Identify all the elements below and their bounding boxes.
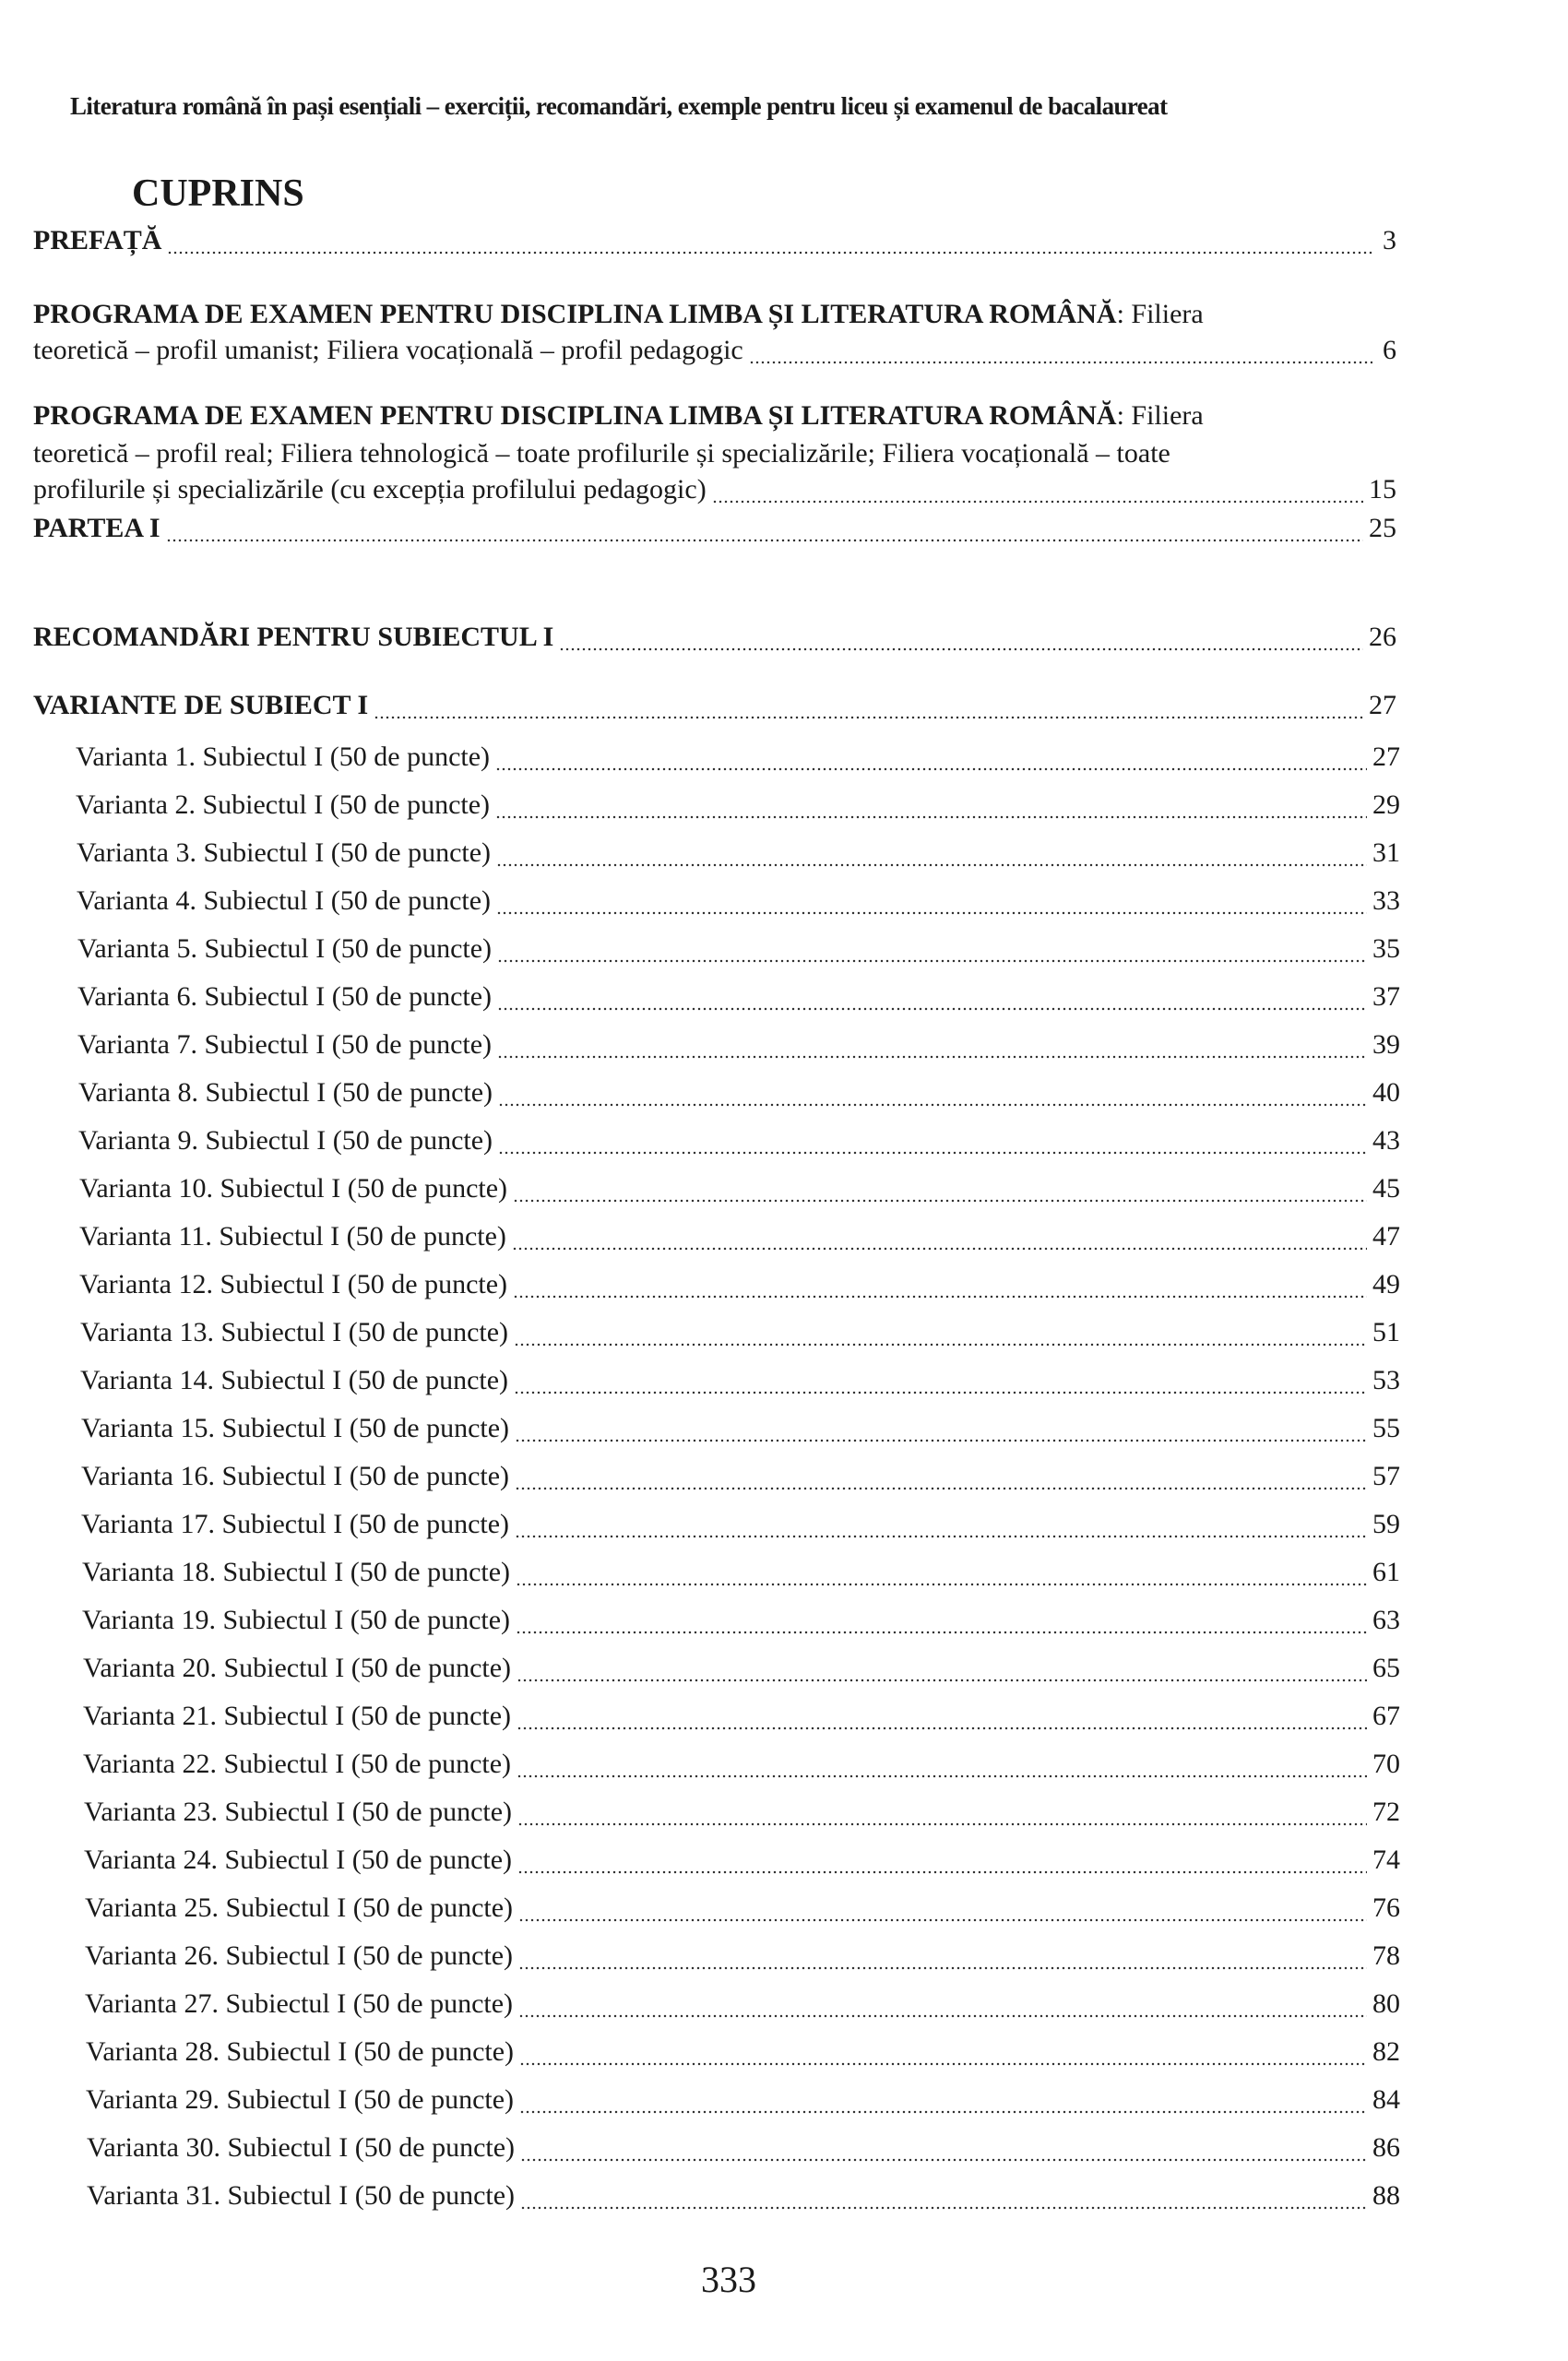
toc-entry-variant[interactable] [77,885,1400,922]
dot-leader [513,1199,1367,1203]
toc-entry-variant[interactable] [79,1221,1400,1258]
entry-page: 49 [1372,1269,1400,1299]
entry-page: 26 [1369,622,1396,652]
dot-leader [520,2158,1367,2162]
entry-page: 82 [1372,2036,1400,2067]
toc-entry-variant[interactable] [77,933,1400,970]
entry-title: Varianta 22. Subiectul I (50 de puncte) [83,1749,512,1779]
entry-page: 84 [1372,2084,1400,2115]
toc-entry-variant[interactable] [78,1125,1400,1162]
entry-page: 43 [1372,1125,1400,1156]
toc-entry-variant[interactable] [76,742,1400,778]
toc-entry-partea-i[interactable] [33,513,1396,550]
dot-leader [495,815,1367,819]
entry-page: 6 [1383,335,1396,365]
entry-page: 61 [1372,1557,1400,1587]
toc-entry-variant[interactable] [80,1317,1400,1354]
entry-title: Varianta 26. Subiectul I (50 de puncte) [85,1940,514,1971]
page-title: CUPRINS [132,172,304,215]
entry-page: 40 [1372,1077,1400,1108]
entry-page: 63 [1372,1605,1400,1635]
entry-title: Varianta 15. Subiectul I (50 de puncte) [81,1413,510,1443]
toc-entry-variant[interactable] [77,837,1400,874]
dot-leader [518,1966,1367,1970]
entry-title: Varianta 10. Subiectul I (50 de puncte) [79,1173,508,1204]
dot-leader [514,1343,1367,1347]
dot-leader [496,863,1367,867]
entry-page: 53 [1372,1365,1400,1395]
entry-title-line2: teoretică – profil real; Filiera tehnologică – toate profilurile și specializările; Filiera vocațională – toate [33,438,1170,469]
toc-entry-variant[interactable] [85,1988,1400,2025]
dot-leader [515,1535,1367,1538]
entry-page: 80 [1372,1988,1400,2019]
entry-title: Varianta 30. Subiectul I (50 de puncte) [87,2132,516,2163]
entry-title-rest: : Filiera [1116,400,1204,431]
entry-page: 47 [1372,1221,1400,1252]
toc-entry-variant[interactable] [77,1029,1400,1066]
running-head: Literatura română în pași esențiali – exerciții, recomandări, exemple pentru liceu și examenul de bacalaureat [70,92,1168,120]
entry-page: 78 [1372,1940,1400,1971]
toc-entry-variant[interactable] [87,2132,1400,2169]
toc-entry-variant[interactable] [80,1365,1400,1402]
entry-title: Varianta 9. Subiectul I (50 de puncte) [78,1125,493,1156]
toc-entry-variante[interactable] [33,690,1396,727]
toc-entry-variant[interactable] [79,1269,1400,1306]
entry-title: Varianta 24. Subiectul I (50 de puncte) [84,1845,513,1875]
entry-page: 15 [1369,474,1396,504]
entry-title: PROGRAMA DE EXAMEN PENTRU DISCIPLINA LIMBA ȘI LITERATURA ROMÂNĂ [33,400,1117,431]
entry-title: Varianta 2. Subiectul I (50 de puncte) [76,789,491,820]
dot-leader [496,911,1367,915]
entry-title: Varianta 25. Subiectul I (50 de puncte) [85,1892,514,1923]
entry-title: PREFAȚĂ [33,225,162,255]
toc-entry-variant[interactable] [83,1653,1400,1690]
entry-page: 27 [1369,690,1396,720]
toc-entry-variant[interactable] [85,1892,1400,1929]
entry-title: Varianta 5. Subiectul I (50 de puncte) [77,933,493,964]
entry-page: 3 [1383,225,1396,255]
dot-leader [374,716,1363,719]
entry-title-line1 [33,299,1204,330]
dot-leader [497,1007,1367,1011]
toc-entry-variant[interactable] [82,1605,1400,1642]
entry-title: Varianta 28. Subiectul I (50 de puncte) [86,2036,515,2067]
entry-title: Varianta 4. Subiectul I (50 de puncte) [77,885,492,916]
dot-leader [516,1631,1367,1634]
toc-entry-programa-umanist-line2[interactable] [33,335,1396,372]
entry-page: 57 [1372,1461,1400,1491]
entry-page: 37 [1372,981,1400,1012]
entry-title: Varianta 27. Subiectul I (50 de puncte) [85,1988,514,2019]
toc-entry-variant[interactable] [81,1413,1400,1450]
dot-leader [515,1487,1367,1490]
entry-page: 35 [1372,933,1400,964]
dot-leader [517,1774,1367,1778]
toc-entry-variant[interactable] [83,1749,1400,1786]
toc-entry-programa-real[interactable] [33,400,1396,437]
entry-page: 25 [1369,513,1396,543]
toc-entry-variant[interactable] [78,1077,1400,1114]
entry-page: 39 [1372,1029,1400,1060]
entry-title: Varianta 31. Subiectul I (50 de puncte) [87,2180,516,2211]
toc-entry-variant[interactable] [86,2036,1400,2073]
entry-page: 88 [1372,2180,1400,2211]
entry-title-rest: : Filiera [1116,299,1204,329]
dot-leader [517,1726,1367,1730]
entry-title: Varianta 18. Subiectul I (50 de puncte) [82,1557,511,1587]
entry-title: Varianta 17. Subiectul I (50 de puncte) [81,1509,510,1539]
entry-title: Varianta 3. Subiectul I (50 de puncte) [77,837,492,868]
toc-entry-variant[interactable] [81,1509,1400,1546]
toc-entry-variant[interactable] [76,789,1400,826]
toc-entry-variant[interactable] [82,1557,1400,1594]
toc-entry-variant[interactable] [81,1461,1400,1498]
toc-entry-prefata[interactable] [33,225,1396,262]
entry-title: Varianta 20. Subiectul I (50 de puncte) [83,1653,512,1683]
entry-title: Varianta 8. Subiectul I (50 de puncte) [78,1077,493,1108]
entry-page: 67 [1372,1701,1400,1731]
entry-title: Varianta 19. Subiectul I (50 de puncte) [82,1605,511,1635]
toc-entry-recomandari[interactable] [33,622,1396,658]
entry-page: 29 [1372,789,1400,820]
entry-page: 33 [1372,885,1400,916]
toc-entry-variant[interactable] [85,1940,1400,1977]
toc-entry-variant[interactable] [79,1173,1400,1210]
entry-title: Varianta 14. Subiectul I (50 de puncte) [80,1365,509,1395]
dot-leader [518,1918,1367,1922]
toc-entry-variant[interactable] [84,1845,1400,1881]
toc-entry-programa-real-line3[interactable] [33,474,1396,511]
entry-page: 74 [1372,1845,1400,1875]
entry-page: 65 [1372,1653,1400,1683]
entry-title: Varianta 6. Subiectul I (50 de puncte) [77,981,493,1012]
dot-leader [497,1055,1367,1059]
entry-page: 51 [1372,1317,1400,1347]
entry-title: Varianta 23. Subiectul I (50 de puncte) [84,1797,513,1827]
page-number: 333 [701,2259,756,2300]
entry-title: Varianta 21. Subiectul I (50 de puncte) [83,1701,512,1731]
entry-title: VARIANTE DE SUBIECT I [33,690,369,720]
dot-leader [518,2014,1367,2018]
entry-title: Varianta 1. Subiectul I (50 de puncte) [76,742,491,772]
entry-page: 55 [1372,1413,1400,1443]
dot-leader [513,1295,1367,1299]
dot-leader [519,2110,1367,2114]
toc-entry-variant[interactable] [77,981,1400,1018]
entry-title-line1 [33,400,1204,432]
dot-leader [516,1583,1367,1586]
dot-leader [495,767,1367,771]
dot-leader [517,1870,1367,1874]
entry-page: 72 [1372,1797,1400,1827]
dot-leader [498,1103,1367,1107]
entry-page: 76 [1372,1892,1400,1923]
dot-leader [712,500,1363,504]
entry-title: Varianta 29. Subiectul I (50 de puncte) [86,2084,515,2115]
toc-entry-variant[interactable] [84,1797,1400,1833]
entry-page: 86 [1372,2132,1400,2163]
dot-leader [519,2062,1367,2066]
dot-leader [514,1391,1367,1394]
toc-entry-variant[interactable] [86,2084,1400,2121]
entry-page: 59 [1372,1509,1400,1539]
dot-leader [512,1247,1367,1251]
entry-title: RECOMANDĂRI PENTRU SUBIECTUL I [33,622,554,652]
entry-title: Varianta 12. Subiectul I (50 de puncte) [79,1269,508,1299]
entry-title: Varianta 7. Subiectul I (50 de puncte) [77,1029,493,1060]
toc-entry-variant[interactable] [87,2180,1400,2217]
dot-leader [517,1822,1367,1826]
dot-leader [497,959,1367,963]
entry-title-line2: teoretică – profil umanist; Filiera vocațională – profil pedagogic [33,335,743,365]
entry-title: Varianta 11. Subiectul I (50 de puncte) [79,1221,506,1252]
toc-entry-programa-umanist[interactable] [33,299,1396,336]
entry-page: 27 [1372,742,1400,772]
entry-page: 45 [1372,1173,1400,1204]
toc-entry-variant[interactable] [83,1701,1400,1738]
dot-leader [517,1679,1367,1682]
dot-leader [166,539,1363,542]
toc-entry-programa-real-line2[interactable] [33,438,1396,475]
entry-page: 70 [1372,1749,1400,1779]
dot-leader [515,1439,1367,1442]
dot-leader [498,1151,1367,1155]
entry-page: 31 [1372,837,1400,868]
dot-leader [559,647,1363,651]
entry-title: PARTEA I [33,513,160,543]
dot-leader [520,2206,1367,2210]
entry-title: Varianta 13. Subiectul I (50 de puncte) [80,1317,509,1347]
dot-leader [749,361,1372,364]
entry-title: PROGRAMA DE EXAMEN PENTRU DISCIPLINA LIMBA ȘI LITERATURA ROMÂNĂ [33,299,1117,329]
dot-leader [167,251,1372,255]
entry-title-line3: profilurile și specializările (cu excepția profilului pedagogic) [33,474,707,504]
entry-title: Varianta 16. Subiectul I (50 de puncte) [81,1461,510,1491]
